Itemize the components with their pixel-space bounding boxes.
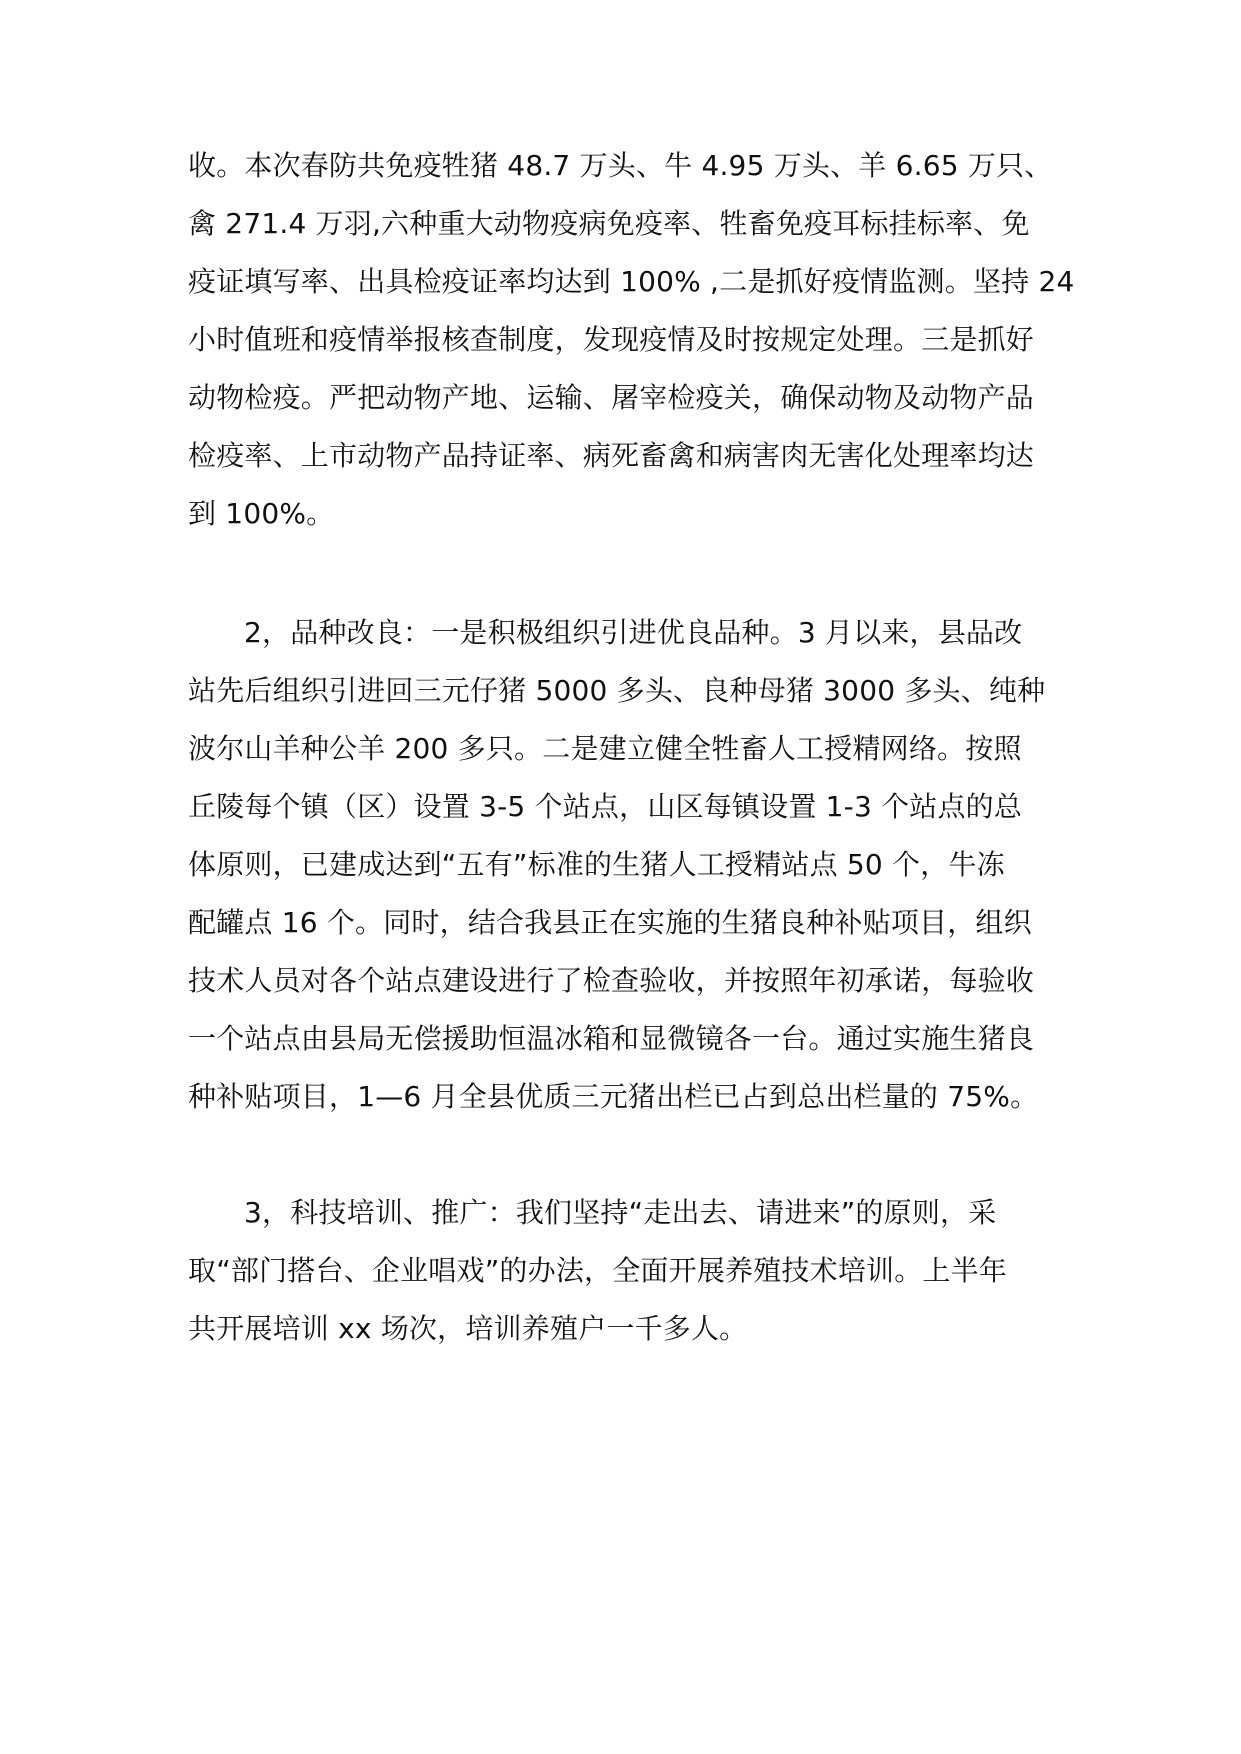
paragraph-2-line-8: 一个站点由县局无偿援助恒温冰箱和显微镜各一台。通过实施生猪良 — [188, 1022, 1035, 1055]
paragraph-2-line-6: 配罐点 16 个。同时，结合我县正在实施的生猪良种补贴项目，组织 — [188, 906, 1032, 939]
paragraph-1-line-1: 收。本次春防共免疫牲猪 48.7 万头、牛 4.95 万头、羊 6.65 万只、 — [188, 149, 1053, 182]
paragraph-1-line-5: 动物检疫。严把动物产地、运输、屠宰检疫关，确保动物及动物产品 — [188, 381, 1035, 414]
paragraph-2-line-1: 2，品种改良：一是积极组织引进优良品种。3 月以来，县品改 — [244, 616, 1023, 649]
paragraph-1-line-2: 禽 271.4 万羽,六种重大动物疫病免疫率、牲畜免疫耳标挂标率、免 — [188, 207, 1030, 240]
paragraph-1-line-3: 疫证填写率、出具检疫证率均达到 100% ,二是抓好疫情监测。坚持 24 — [188, 265, 1075, 298]
paragraph-2-line-4: 丘陵每个镇（区）设置 3-5 个站点，山区每镇设置 1-3 个站点的总 — [188, 790, 1023, 823]
paragraph-2-line-5: 体原则，已建成达到“五有”标准的生猪人工授精站点 50 个，牛冻 — [188, 848, 1005, 881]
paragraph-3-line-1: 3，科技培训、推广：我们坚持“走出去、请进来”的原则，采 — [244, 1196, 997, 1229]
paragraph-2-line-9: 种补贴项目，1—6 月全县优质三元猪出栏已占到总出栏量的 75%。 — [188, 1080, 1039, 1113]
paragraph-2-line-3: 波尔山羊种公羊 200 多只。二是建立健全牲畜人工授精网络。按照 — [188, 732, 1022, 765]
paragraph-2-line-7: 技术人员对各个站点建设进行了检查验收，并按照年初承诺，每验收 — [188, 964, 1035, 997]
paragraph-1-line-4: 小时值班和疫情举报核查制度，发现疫情及时按规定处理。三是抓好 — [188, 323, 1035, 356]
paragraph-3-line-3: 共开展培训 xx 场次，培训养殖户一千多人。 — [188, 1312, 748, 1345]
paragraph-1-line-7: 到 100%。 — [188, 497, 335, 530]
paragraph-3-line-2: 取“部门搭台、企业唱戏”的办法，全面开展养殖技术培训。上半年 — [188, 1254, 1008, 1287]
paragraph-1-line-6: 检疫率、上市动物产品持证率、病死畜禽和病害肉无害化处理率均达 — [188, 439, 1035, 472]
paragraph-2-line-2: 站先后组织引进回三元仔猪 5000 多头、良种母猪 3000 多头、纯种 — [188, 674, 1046, 707]
